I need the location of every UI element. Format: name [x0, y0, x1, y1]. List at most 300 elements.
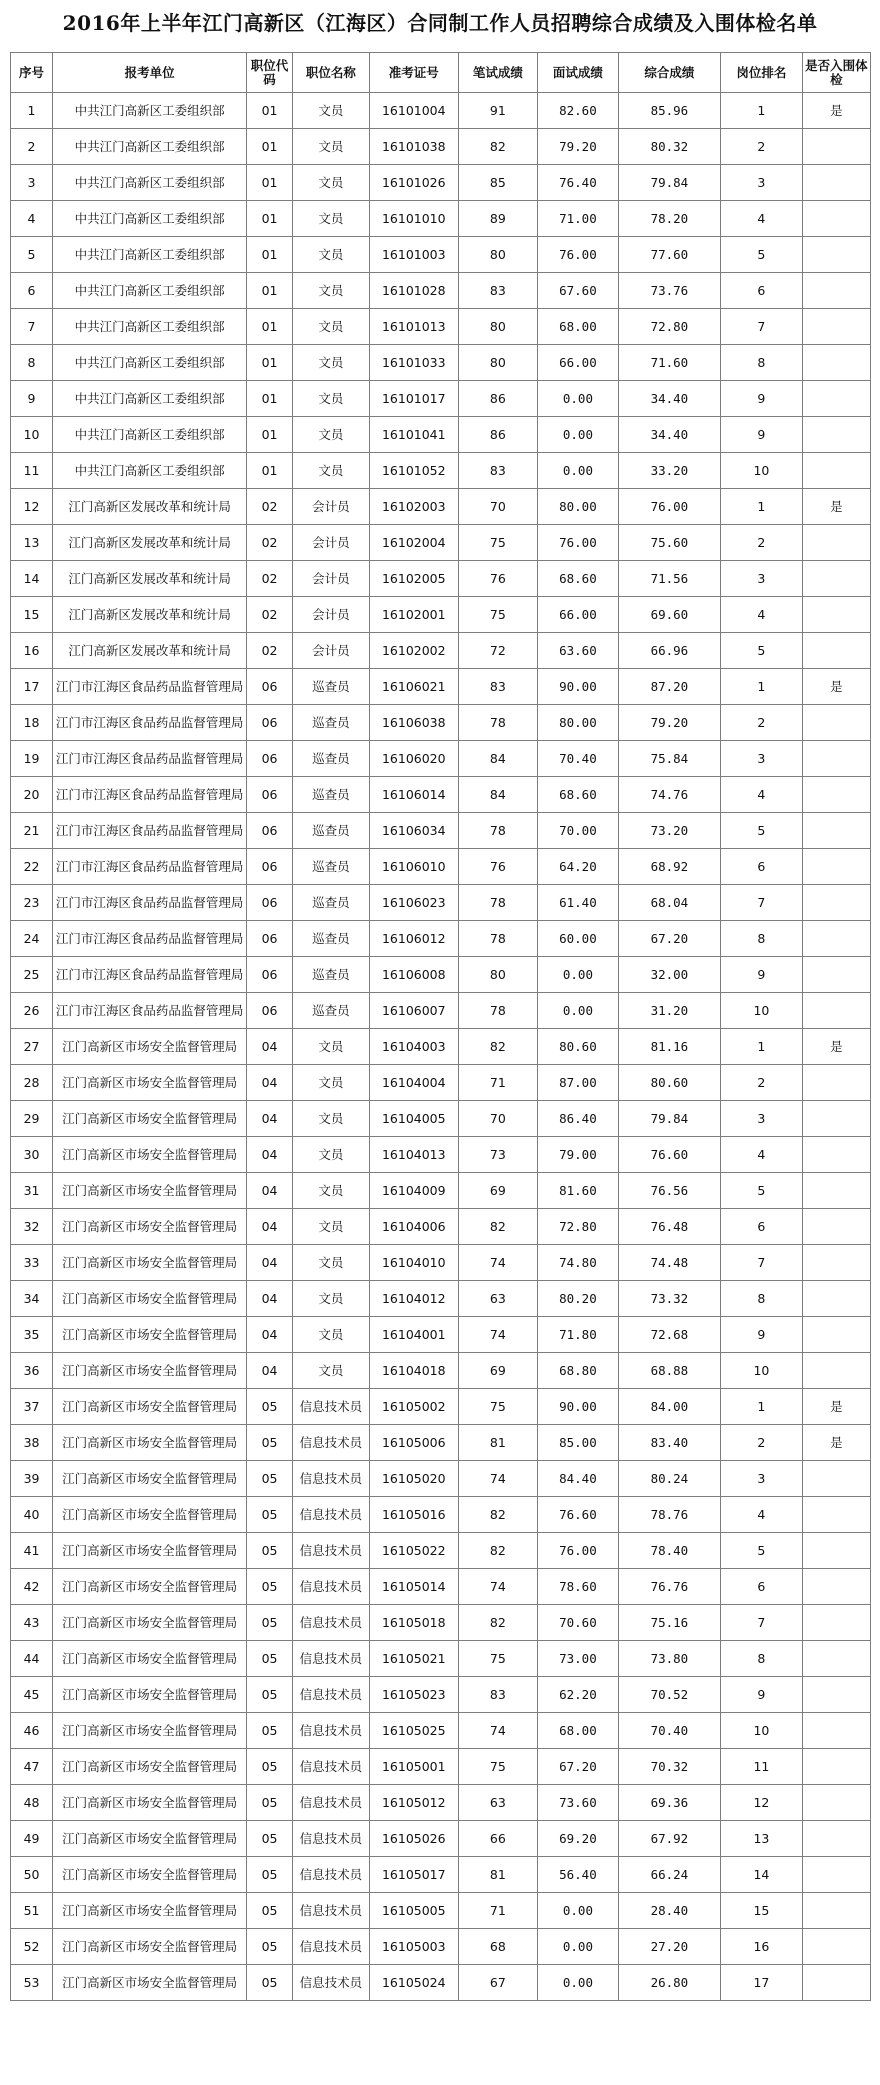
- cell-seq: 42: [11, 1569, 53, 1605]
- cell-seq: 18: [11, 705, 53, 741]
- cell-exam-id: 16104004: [369, 1065, 458, 1101]
- table-row: [11, 1713, 871, 1749]
- cell-seq: 43: [11, 1605, 53, 1641]
- table-row: [11, 1677, 871, 1713]
- cell-total: 76.00: [618, 489, 720, 525]
- table-row: [11, 1857, 871, 1893]
- cell-seq: 23: [11, 885, 53, 921]
- cell-exam-id: 16105017: [369, 1857, 458, 1893]
- cell-exam-id: 16106014: [369, 777, 458, 813]
- cell-seq: 3: [11, 165, 53, 201]
- cell-written: 82: [458, 1029, 538, 1065]
- cell-selected: [802, 1101, 870, 1137]
- cell-selected: [802, 453, 870, 489]
- cell-total: 79.84: [618, 165, 720, 201]
- cell-exam-id: 16101003: [369, 237, 458, 273]
- cell-position: 信息技术员: [292, 1749, 369, 1785]
- cell-written: 63: [458, 1281, 538, 1317]
- cell-selected: [802, 237, 870, 273]
- cell-unit: 江门高新区市场安全监督管理局: [53, 1281, 247, 1317]
- cell-unit: 中共江门高新区工委组织部: [53, 273, 247, 309]
- cell-exam-id: 16104013: [369, 1137, 458, 1173]
- table-row: [11, 561, 871, 597]
- cell-rank: 7: [721, 885, 803, 921]
- cell-interview: 80.60: [538, 1029, 619, 1065]
- table-row: [11, 1281, 871, 1317]
- table-row: [11, 1389, 871, 1425]
- cell-unit: 江门市江海区食品药品监督管理局: [53, 885, 247, 921]
- cell-exam-id: 16106007: [369, 993, 458, 1029]
- cell-unit: 江门高新区发展改革和统计局: [53, 597, 247, 633]
- cell-selected: [802, 1137, 870, 1173]
- cell-exam-id: 16106021: [369, 669, 458, 705]
- cell-total: 32.00: [618, 957, 720, 993]
- cell-code: 01: [247, 345, 292, 381]
- cell-selected: [802, 1605, 870, 1641]
- cell-rank: 17: [721, 1965, 803, 2001]
- cell-total: 76.48: [618, 1209, 720, 1245]
- cell-unit: 江门高新区市场安全监督管理局: [53, 1785, 247, 1821]
- cell-position: 文员: [292, 93, 369, 129]
- cell-rank: 5: [721, 1533, 803, 1569]
- cell-position: 文员: [292, 237, 369, 273]
- cell-code: 05: [247, 1461, 292, 1497]
- header-unit: 报考单位: [53, 53, 247, 93]
- cell-selected: [802, 1317, 870, 1353]
- cell-position: 巡查员: [292, 921, 369, 957]
- cell-unit: 江门高新区市场安全监督管理局: [53, 1461, 247, 1497]
- cell-rank: 7: [721, 309, 803, 345]
- table-row: [11, 849, 871, 885]
- cell-seq: 5: [11, 237, 53, 273]
- cell-selected: [802, 957, 870, 993]
- cell-unit: 江门高新区市场安全监督管理局: [53, 1857, 247, 1893]
- cell-selected: [802, 1965, 870, 2001]
- cell-seq: 30: [11, 1137, 53, 1173]
- cell-interview: 87.00: [538, 1065, 619, 1101]
- cell-rank: 2: [721, 1065, 803, 1101]
- table-header-row: [11, 53, 871, 93]
- cell-position: 信息技术员: [292, 1641, 369, 1677]
- cell-interview: 64.20: [538, 849, 619, 885]
- header-interview: 面试成绩: [538, 53, 619, 93]
- table-row: [11, 885, 871, 921]
- cell-code: 04: [247, 1101, 292, 1137]
- cell-position: 巡查员: [292, 993, 369, 1029]
- cell-unit: 江门高新区市场安全监督管理局: [53, 1173, 247, 1209]
- cell-code: 05: [247, 1569, 292, 1605]
- cell-seq: 53: [11, 1965, 53, 2001]
- cell-written: 66: [458, 1821, 538, 1857]
- cell-code: 02: [247, 561, 292, 597]
- cell-selected: [802, 849, 870, 885]
- cell-interview: 73.00: [538, 1641, 619, 1677]
- cell-total: 75.16: [618, 1605, 720, 1641]
- cell-exam-id: 16105022: [369, 1533, 458, 1569]
- cell-interview: 80.00: [538, 705, 619, 741]
- cell-rank: 11: [721, 1749, 803, 1785]
- cell-position: 巡查员: [292, 777, 369, 813]
- cell-seq: 9: [11, 381, 53, 417]
- cell-exam-id: 16106038: [369, 705, 458, 741]
- cell-total: 81.16: [618, 1029, 720, 1065]
- cell-exam-id: 16101028: [369, 273, 458, 309]
- cell-unit: 江门高新区市场安全监督管理局: [53, 1209, 247, 1245]
- cell-written: 63: [458, 1785, 538, 1821]
- cell-unit: 江门市江海区食品药品监督管理局: [53, 993, 247, 1029]
- cell-seq: 37: [11, 1389, 53, 1425]
- cell-seq: 38: [11, 1425, 53, 1461]
- cell-position: 文员: [292, 1137, 369, 1173]
- cell-written: 78: [458, 813, 538, 849]
- cell-code: 06: [247, 993, 292, 1029]
- cell-position: 巡查员: [292, 849, 369, 885]
- cell-exam-id: 16105005: [369, 1893, 458, 1929]
- cell-position: 信息技术员: [292, 1461, 369, 1497]
- cell-position: 文员: [292, 1209, 369, 1245]
- header-selected: 是否入围体检: [802, 53, 870, 93]
- cell-code: 01: [247, 129, 292, 165]
- cell-code: 02: [247, 489, 292, 525]
- table-row: [11, 237, 871, 273]
- cell-selected: [802, 1749, 870, 1785]
- table-row: [11, 489, 871, 525]
- cell-interview: 76.00: [538, 525, 619, 561]
- cell-interview: 70.40: [538, 741, 619, 777]
- cell-position: 文员: [292, 1281, 369, 1317]
- cell-written: 69: [458, 1173, 538, 1209]
- cell-unit: 江门市江海区食品药品监督管理局: [53, 957, 247, 993]
- cell-code: 06: [247, 813, 292, 849]
- cell-position: 信息技术员: [292, 1677, 369, 1713]
- cell-total: 67.92: [618, 1821, 720, 1857]
- table-row: [11, 1137, 871, 1173]
- cell-written: 86: [458, 417, 538, 453]
- cell-interview: 70.60: [538, 1605, 619, 1641]
- cell-exam-id: 16105023: [369, 1677, 458, 1713]
- cell-written: 81: [458, 1425, 538, 1461]
- cell-total: 33.20: [618, 453, 720, 489]
- cell-exam-id: 16105016: [369, 1497, 458, 1533]
- cell-code: 05: [247, 1713, 292, 1749]
- cell-seq: 39: [11, 1461, 53, 1497]
- cell-exam-id: 16102002: [369, 633, 458, 669]
- table-row: [11, 1785, 871, 1821]
- cell-seq: 35: [11, 1317, 53, 1353]
- cell-code: 05: [247, 1929, 292, 1965]
- cell-selected: [802, 1065, 870, 1101]
- cell-rank: 4: [721, 201, 803, 237]
- cell-exam-id: 16102003: [369, 489, 458, 525]
- cell-unit: 中共江门高新区工委组织部: [53, 309, 247, 345]
- cell-code: 06: [247, 777, 292, 813]
- cell-seq: 29: [11, 1101, 53, 1137]
- cell-total: 78.20: [618, 201, 720, 237]
- cell-seq: 40: [11, 1497, 53, 1533]
- table-row: [11, 597, 871, 633]
- cell-interview: 68.60: [538, 777, 619, 813]
- table-row: [11, 273, 871, 309]
- cell-position: 文员: [292, 381, 369, 417]
- cell-total: 73.32: [618, 1281, 720, 1317]
- table-row: [11, 921, 871, 957]
- table-row: [11, 957, 871, 993]
- cell-interview: 84.40: [538, 1461, 619, 1497]
- table-row: [11, 201, 871, 237]
- cell-selected: [802, 993, 870, 1029]
- cell-rank: 6: [721, 1209, 803, 1245]
- cell-written: 82: [458, 129, 538, 165]
- cell-unit: 江门市江海区食品药品监督管理局: [53, 741, 247, 777]
- cell-code: 04: [247, 1065, 292, 1101]
- table-row: [11, 165, 871, 201]
- cell-rank: 1: [721, 93, 803, 129]
- cell-selected: [802, 1641, 870, 1677]
- cell-interview: 76.00: [538, 1533, 619, 1569]
- cell-unit: 江门高新区市场安全监督管理局: [53, 1389, 247, 1425]
- table-row: [11, 417, 871, 453]
- cell-written: 80: [458, 237, 538, 273]
- cell-exam-id: 16105002: [369, 1389, 458, 1425]
- cell-written: 82: [458, 1497, 538, 1533]
- cell-position: 信息技术员: [292, 1785, 369, 1821]
- cell-rank: 4: [721, 1137, 803, 1173]
- cell-code: 05: [247, 1785, 292, 1821]
- cell-selected: [802, 129, 870, 165]
- cell-position: 信息技术员: [292, 1569, 369, 1605]
- cell-code: 06: [247, 885, 292, 921]
- cell-code: 06: [247, 921, 292, 957]
- cell-unit: 江门高新区市场安全监督管理局: [53, 1605, 247, 1641]
- cell-total: 79.84: [618, 1101, 720, 1137]
- cell-selected: [802, 777, 870, 813]
- header-code: 职位代码: [247, 53, 292, 93]
- cell-exam-id: 16105020: [369, 1461, 458, 1497]
- cell-position: 文员: [292, 1173, 369, 1209]
- cell-interview: 85.00: [538, 1425, 619, 1461]
- table-row: [11, 1749, 871, 1785]
- cell-exam-id: 16101010: [369, 201, 458, 237]
- cell-rank: 13: [721, 1821, 803, 1857]
- cell-total: 70.52: [618, 1677, 720, 1713]
- cell-interview: 0.00: [538, 453, 619, 489]
- cell-rank: 7: [721, 1245, 803, 1281]
- cell-written: 74: [458, 1713, 538, 1749]
- cell-seq: 24: [11, 921, 53, 957]
- cell-selected: [802, 1857, 870, 1893]
- table-row: [11, 1209, 871, 1245]
- cell-total: 74.76: [618, 777, 720, 813]
- cell-written: 71: [458, 1065, 538, 1101]
- table-row: [11, 1569, 871, 1605]
- header-position: 职位名称: [292, 53, 369, 93]
- cell-selected: [802, 597, 870, 633]
- cell-code: 05: [247, 1749, 292, 1785]
- cell-exam-id: 16101017: [369, 381, 458, 417]
- cell-total: 76.60: [618, 1137, 720, 1173]
- cell-seq: 11: [11, 453, 53, 489]
- cell-position: 文员: [292, 1101, 369, 1137]
- cell-exam-id: 16105003: [369, 1929, 458, 1965]
- cell-code: 04: [247, 1029, 292, 1065]
- cell-exam-id: 16104010: [369, 1245, 458, 1281]
- cell-written: 89: [458, 201, 538, 237]
- cell-total: 75.60: [618, 525, 720, 561]
- cell-interview: 68.60: [538, 561, 619, 597]
- cell-exam-id: 16104005: [369, 1101, 458, 1137]
- table-row: [11, 777, 871, 813]
- cell-total: 66.96: [618, 633, 720, 669]
- cell-total: 80.24: [618, 1461, 720, 1497]
- cell-seq: 46: [11, 1713, 53, 1749]
- cell-position: 会计员: [292, 633, 369, 669]
- cell-exam-id: 16106012: [369, 921, 458, 957]
- cell-written: 76: [458, 561, 538, 597]
- cell-exam-id: 16102001: [369, 597, 458, 633]
- cell-unit: 江门高新区市场安全监督管理局: [53, 1101, 247, 1137]
- cell-interview: 67.60: [538, 273, 619, 309]
- cell-code: 04: [247, 1281, 292, 1317]
- cell-interview: 67.20: [538, 1749, 619, 1785]
- cell-total: 85.96: [618, 93, 720, 129]
- cell-selected: [802, 1677, 870, 1713]
- cell-seq: 13: [11, 525, 53, 561]
- table-row: [11, 345, 871, 381]
- table-row: [11, 1173, 871, 1209]
- cell-code: 05: [247, 1389, 292, 1425]
- cell-exam-id: 16102005: [369, 561, 458, 597]
- cell-exam-id: 16106023: [369, 885, 458, 921]
- cell-written: 75: [458, 597, 538, 633]
- cell-seq: 28: [11, 1065, 53, 1101]
- cell-selected: [802, 1497, 870, 1533]
- cell-exam-id: 16105024: [369, 1965, 458, 2001]
- cell-interview: 62.20: [538, 1677, 619, 1713]
- cell-written: 85: [458, 165, 538, 201]
- cell-unit: 中共江门高新区工委组织部: [53, 201, 247, 237]
- cell-rank: 4: [721, 597, 803, 633]
- cell-code: 01: [247, 237, 292, 273]
- cell-interview: 80.20: [538, 1281, 619, 1317]
- cell-written: 72: [458, 633, 538, 669]
- cell-total: 34.40: [618, 417, 720, 453]
- cell-exam-id: 16104018: [369, 1353, 458, 1389]
- cell-interview: 61.40: [538, 885, 619, 921]
- cell-interview: 68.00: [538, 1713, 619, 1749]
- cell-interview: 71.80: [538, 1317, 619, 1353]
- cell-interview: 81.60: [538, 1173, 619, 1209]
- cell-position: 信息技术员: [292, 1713, 369, 1749]
- cell-total: 34.40: [618, 381, 720, 417]
- cell-written: 83: [458, 273, 538, 309]
- cell-total: 78.40: [618, 1533, 720, 1569]
- cell-interview: 76.00: [538, 237, 619, 273]
- cell-position: 文员: [292, 453, 369, 489]
- cell-code: 06: [247, 669, 292, 705]
- cell-interview: 66.00: [538, 597, 619, 633]
- cell-unit: 江门高新区市场安全监督管理局: [53, 1533, 247, 1569]
- cell-rank: 4: [721, 1497, 803, 1533]
- cell-unit: 江门高新区市场安全监督管理局: [53, 1569, 247, 1605]
- cell-position: 文员: [292, 129, 369, 165]
- cell-selected: [802, 165, 870, 201]
- cell-interview: 0.00: [538, 381, 619, 417]
- cell-total: 27.20: [618, 1929, 720, 1965]
- cell-written: 75: [458, 525, 538, 561]
- cell-exam-id: 16105018: [369, 1605, 458, 1641]
- cell-code: 05: [247, 1425, 292, 1461]
- cell-rank: 3: [721, 741, 803, 777]
- cell-exam-id: 16106010: [369, 849, 458, 885]
- cell-code: 05: [247, 1605, 292, 1641]
- table-row: [11, 453, 871, 489]
- cell-total: 80.60: [618, 1065, 720, 1101]
- cell-position: 信息技术员: [292, 1497, 369, 1533]
- cell-total: 76.76: [618, 1569, 720, 1605]
- cell-written: 75: [458, 1389, 538, 1425]
- cell-rank: 12: [721, 1785, 803, 1821]
- cell-seq: 16: [11, 633, 53, 669]
- table-row: [11, 525, 871, 561]
- cell-seq: 15: [11, 597, 53, 633]
- cell-unit: 中共江门高新区工委组织部: [53, 345, 247, 381]
- cell-total: 74.48: [618, 1245, 720, 1281]
- cell-code: 06: [247, 705, 292, 741]
- cell-position: 文员: [292, 345, 369, 381]
- table-row: [11, 1929, 871, 1965]
- cell-rank: 3: [721, 165, 803, 201]
- table-row: [11, 1497, 871, 1533]
- cell-written: 83: [458, 669, 538, 705]
- cell-unit: 江门高新区市场安全监督管理局: [53, 1317, 247, 1353]
- table-row: [11, 1065, 871, 1101]
- cell-seq: 21: [11, 813, 53, 849]
- table-row: [11, 1425, 871, 1461]
- table-row: [11, 1533, 871, 1569]
- cell-selected: [802, 525, 870, 561]
- cell-position: 信息技术员: [292, 1389, 369, 1425]
- cell-position: 文员: [292, 201, 369, 237]
- cell-written: 80: [458, 957, 538, 993]
- cell-rank: 6: [721, 273, 803, 309]
- cell-unit: 江门市江海区食品药品监督管理局: [53, 813, 247, 849]
- cell-total: 66.24: [618, 1857, 720, 1893]
- table-row: [11, 1353, 871, 1389]
- header-rank: 岗位排名: [721, 53, 803, 93]
- cell-position: 信息技术员: [292, 1533, 369, 1569]
- cell-exam-id: 16104001: [369, 1317, 458, 1353]
- cell-position: 会计员: [292, 525, 369, 561]
- cell-interview: 76.40: [538, 165, 619, 201]
- cell-code: 01: [247, 309, 292, 345]
- cell-selected: 是: [802, 1029, 870, 1065]
- cell-total: 87.20: [618, 669, 720, 705]
- results-table: [10, 52, 871, 2001]
- cell-selected: [802, 273, 870, 309]
- cell-position: 文员: [292, 1065, 369, 1101]
- header-seq: 序号: [11, 53, 53, 93]
- table-row: [11, 741, 871, 777]
- cell-total: 80.32: [618, 129, 720, 165]
- cell-position: 信息技术员: [292, 1965, 369, 2001]
- cell-unit: 江门高新区发展改革和统计局: [53, 525, 247, 561]
- cell-total: 73.80: [618, 1641, 720, 1677]
- cell-position: 巡查员: [292, 741, 369, 777]
- cell-interview: 71.00: [538, 201, 619, 237]
- cell-position: 会计员: [292, 489, 369, 525]
- cell-seq: 34: [11, 1281, 53, 1317]
- cell-rank: 3: [721, 561, 803, 597]
